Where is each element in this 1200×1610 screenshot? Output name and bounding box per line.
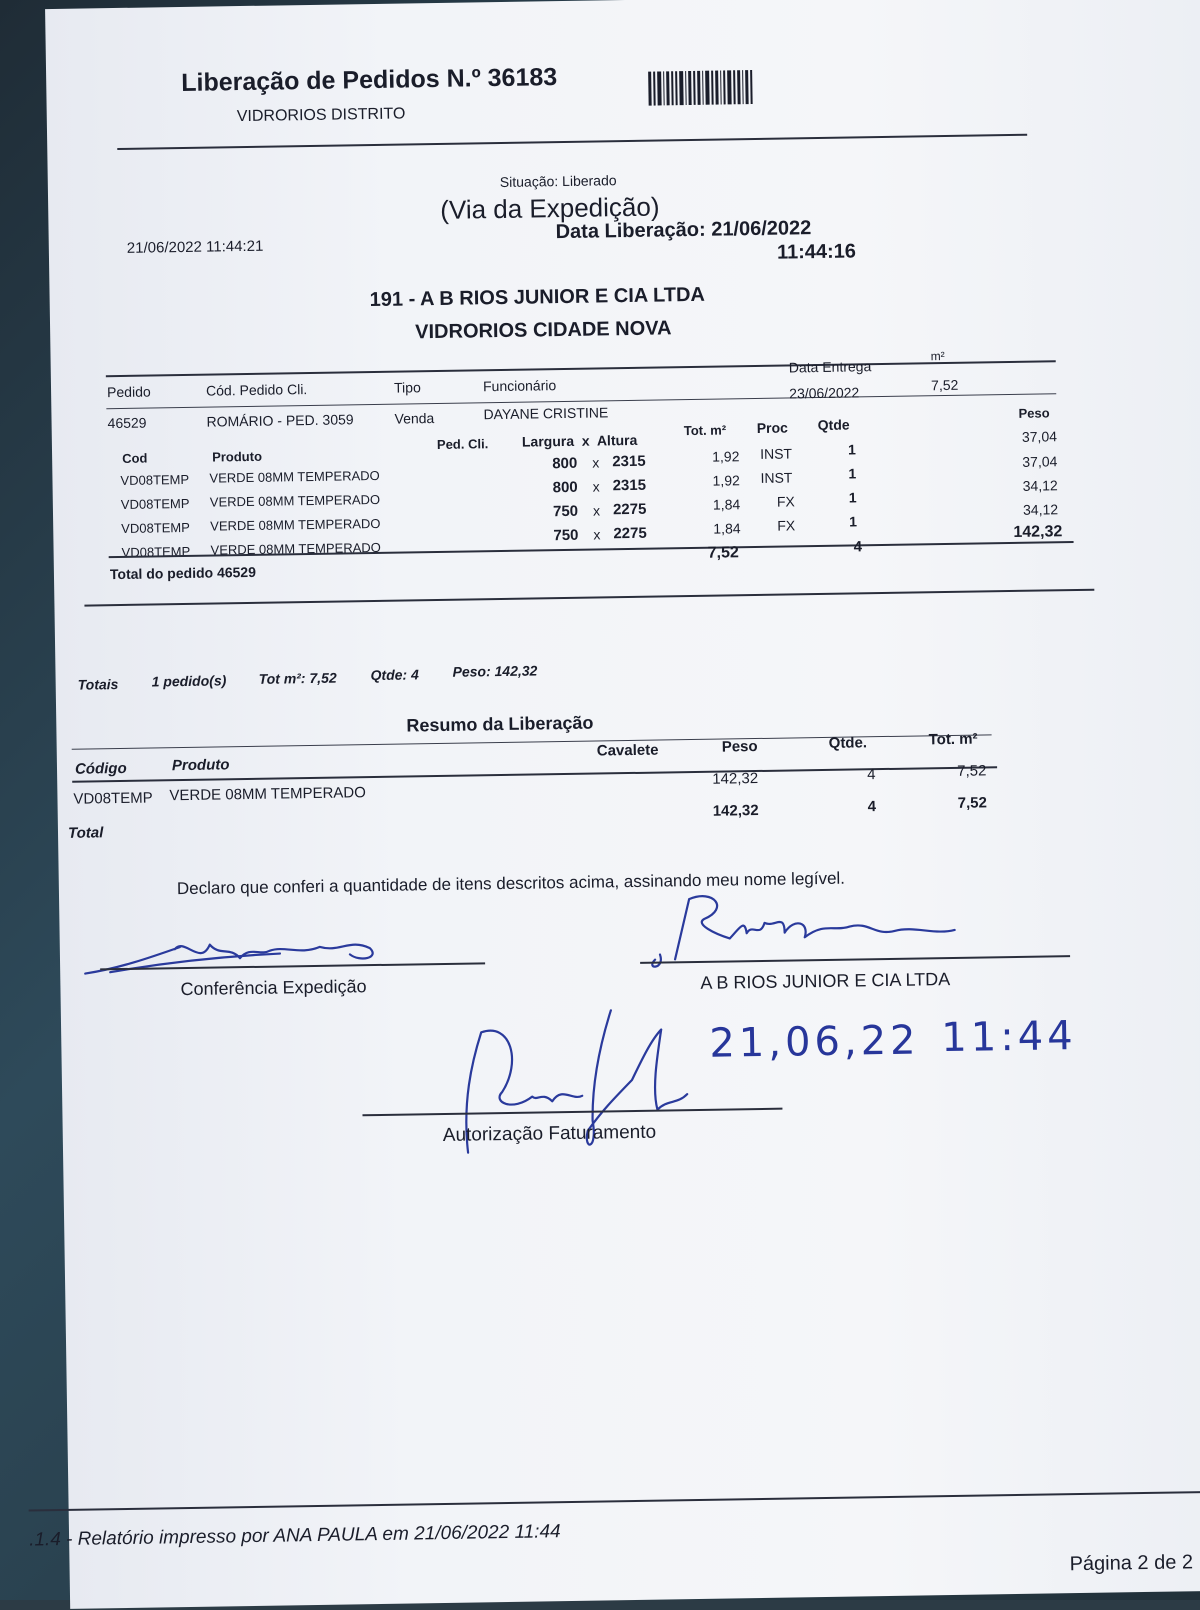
footer-printed-by: .1.4 - Relatório impresso por ANA PAULA em 21/06/2022 11:44: [28, 1521, 561, 1551]
summary-total-tot-m2: 7,52: [957, 794, 987, 812]
row-produto: VERDE 08MM TEMPERADO: [209, 467, 380, 486]
row-altura: 2275: [613, 524, 647, 543]
order-total-m2: 7,52: [707, 544, 739, 562]
label-cliente: A B RIOS JUNIOR E CIA LTDA: [700, 969, 951, 993]
col-largura-altura: Largura x Altura: [521, 431, 638, 450]
employee-name: DAYANE CRISTINE: [483, 404, 609, 423]
summary-row-peso: 142,32: [712, 770, 759, 788]
row-qtde: 1: [848, 489, 857, 506]
header-divider: [117, 134, 1027, 150]
row-x: x: [592, 478, 600, 495]
row-cod: VD08TEMP: [121, 543, 191, 560]
row-peso: 37,04: [1022, 453, 1058, 470]
row-altura: 2315: [612, 476, 647, 495]
row-proc: FX: [777, 517, 796, 534]
totals-qtde: Qtde: 4: [370, 666, 419, 684]
col-ped-cli: Ped. Cli.: [436, 436, 489, 453]
row-altura: 2275: [612, 500, 647, 519]
col-produto: Produto: [212, 448, 263, 465]
printed-timestamp: 21/06/2022 11:44:21: [126, 237, 264, 257]
summary-total-peso: 142,32: [712, 802, 759, 820]
order-m2: 7,52: [930, 376, 959, 394]
barcode: [648, 70, 755, 106]
row-x: x: [592, 454, 600, 471]
row-qtde: 1: [848, 465, 857, 482]
totals-peso: Peso: 142,32: [452, 662, 538, 680]
row-proc: INST: [760, 445, 793, 462]
row-cod: VD08TEMP: [121, 519, 190, 536]
summary-col-qtde: Qtde.: [828, 734, 868, 752]
client-name: 191 - A B RIOS JUNIOR E CIA LTDA: [369, 283, 706, 312]
summary-col-cavalete: Cavalete: [596, 741, 659, 760]
release-date: Data Liberação: 21/06/2022: [555, 217, 812, 244]
order-type: Venda: [394, 410, 435, 427]
summary-row-produto: VERDE 08MM TEMPERADO: [169, 784, 366, 805]
delivery-date: 23/06/2022: [789, 384, 860, 402]
summary-row-codigo: VD08TEMP: [73, 789, 153, 808]
footer-line: [29, 1491, 1200, 1512]
page-number: Página 2 de 2: [1069, 1551, 1194, 1576]
summary-col-peso: Peso: [721, 738, 758, 756]
row-altura: 2315: [612, 452, 646, 471]
summary-col-tot-m2: Tot. m²: [928, 730, 978, 749]
col-tipo-label: Tipo: [393, 379, 421, 396]
row-cod: VD08TEMP: [120, 471, 190, 488]
handwritten-time: 11:44: [940, 1013, 1077, 1062]
label-autorizacao: Autorização Faturamento: [442, 1121, 657, 1147]
row-peso: 34,12: [1022, 501, 1059, 518]
order-header-top-line: [106, 360, 1056, 377]
col-m2-label: m²: [930, 349, 945, 364]
signature-autorizacao: [411, 999, 714, 1174]
client-store: VIDRORIOS CIDADE NOVA: [415, 317, 672, 344]
order-total-label: Total do pedido 46529: [109, 563, 257, 583]
row-largura: 800: [552, 454, 578, 473]
row-proc: FX: [776, 493, 795, 510]
row-tot-m2: 1,84: [713, 520, 741, 537]
handwritten-date: 21,06,22: [709, 1017, 920, 1067]
summary-col-produto: Produto: [171, 756, 230, 775]
totals-m2: Tot m²: 7,52: [258, 669, 337, 687]
row-largura: 750: [552, 502, 579, 521]
row-produto: VERDE 08MM TEMPERADO: [210, 539, 381, 558]
row-tot-m2: 1,92: [712, 448, 740, 465]
row-tot-m2: 1,92: [712, 472, 740, 489]
row-peso: 37,04: [1021, 428, 1058, 445]
row-x: x: [592, 502, 601, 519]
release-time: 11:44:16: [776, 240, 857, 264]
row-qtde: 1: [849, 513, 858, 530]
label-conferencia: Conferência Expedição: [180, 976, 367, 1000]
summary-title: Resumo da Liberação: [406, 712, 594, 736]
col-data-entrega-label: Data Entrega: [788, 358, 872, 376]
order-bottom-line: [84, 589, 1094, 607]
status-label: Situação: Liberado: [499, 172, 617, 190]
summary-row-qtde: 4: [867, 766, 876, 784]
order-total-qtde: 4: [853, 538, 863, 556]
row-largura: 800: [552, 478, 578, 497]
row-peso: 34,12: [1022, 477, 1058, 494]
row-cod: VD08TEMP: [120, 495, 190, 512]
totals-pedidos: 1 pedido(s): [151, 672, 227, 690]
copy-designation: (Via da Expedição): [440, 191, 660, 225]
totals-label: Totais: [77, 676, 119, 693]
col-cod: Cod: [122, 450, 148, 466]
summary-total-label: Total: [67, 824, 104, 842]
row-tot-m2: 1,84: [712, 496, 741, 513]
signature-cliente: [634, 874, 996, 980]
col-tot-m2: Tot. m²: [683, 422, 727, 439]
col-cod-pedido-label: Cód. Pedido Cli.: [205, 381, 308, 399]
row-x: x: [593, 526, 601, 543]
document-page: [28, 0, 1200, 1609]
order-number: 46529: [107, 414, 147, 432]
page-title: Liberação de Pedidos N.º 36183: [181, 63, 558, 97]
row-proc: INST: [760, 469, 793, 486]
row-produto: VERDE 08MM TEMPERADO: [210, 515, 381, 534]
col-qtde: Qtde: [817, 416, 850, 434]
row-largura: 750: [553, 526, 579, 545]
col-funcionario-label: Funcionário: [482, 377, 557, 395]
row-produto: VERDE 08MM TEMPERADO: [209, 491, 381, 510]
company-name: VIDRORIOS DISTRITO: [236, 105, 406, 126]
summary-row-tot-m2: 7,52: [957, 762, 987, 780]
client-order-code: ROMÁRIO - PED. 3059: [206, 411, 354, 430]
row-qtde: 1: [847, 441, 857, 458]
col-proc: Proc: [756, 419, 788, 436]
order-total-peso: 142,32: [1013, 523, 1063, 541]
col-peso: Peso: [1018, 405, 1050, 421]
col-pedido-label: Pedido: [106, 383, 151, 401]
declaration-sentence: Declaro que conferi a quantidade de itens descritos acima, assinando meu nome legível.: [176, 868, 846, 899]
summary-col-codigo: Código: [74, 759, 127, 778]
summary-total-qtde: 4: [867, 798, 877, 816]
